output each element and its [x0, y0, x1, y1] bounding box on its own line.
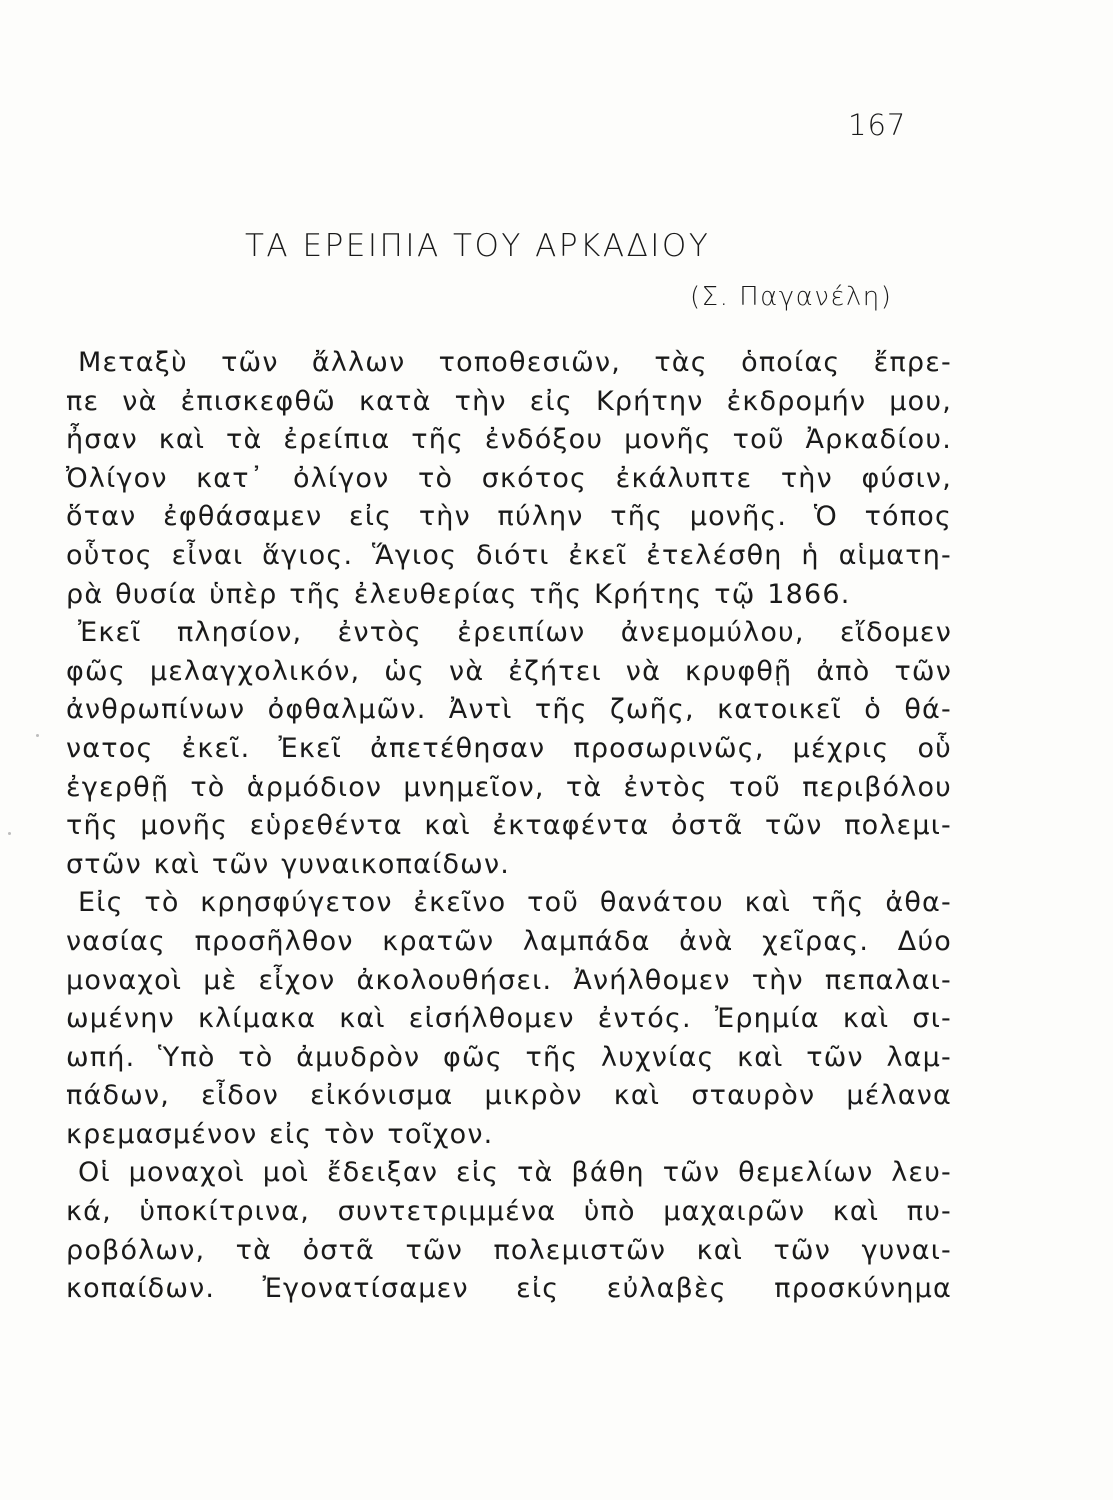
text-line: μοναχοὶ μὲ εἶχον ἀκολουθήσει. Ἀνήλθομεν τὴν πεπαλαι-: [66, 964, 952, 996]
text-line: ἐγερθῇ τὸ ἁρμόδιον μνημεῖον, τὰ ἐντὸς τοῦ περιβόλου: [66, 771, 952, 803]
text-line: κρεμασμένον εἰς τὸν τοῖχον.: [66, 1118, 494, 1150]
body-text: [66, 344, 952, 1309]
text-line: ωπή. Ὑπὸ τὸ ἀμυδρὸν φῶς τῆς λυχνίας καὶ τῶν λαμ-: [66, 1041, 952, 1073]
text-line: φῶς μελαγχολικόν, ὡς νὰ ἐζήτει νὰ κρυφθῇ ἀπὸ τῶν: [66, 655, 952, 687]
text-line: τῆς μονῆς εὑρεθέντα καὶ ἐκταφέντα ὀστᾶ τῶν πολεμι-: [66, 810, 952, 842]
scan-speck: [8, 832, 11, 835]
text-line: Ἐκεῖ πλησίον, ἐντὸς ἐρειπίων ἀνεμομύλου, εἴδομεν: [78, 617, 952, 649]
text-line: κοπαίδων. Ἐγονατίσαμεν εἰς εὐλαβὲς προσκύνημα: [66, 1273, 952, 1305]
text-line: ἦσαν καὶ τὰ ἐρείπια τῆς ἐνδόξου μονῆς τοῦ Ἀρκαδίου.: [66, 424, 952, 456]
scan-speck: [36, 734, 39, 737]
page-number: 167: [848, 108, 907, 142]
author-attribution: (Σ. Παγανέλη): [690, 282, 893, 312]
text-line: νασίας προσῆλθον κρατῶν λαμπάδα ἀνὰ χεῖρας. Δύο: [66, 925, 952, 957]
text-line: Οἱ μοναχοὶ μοὶ ἔδειξαν εἰς τὰ βάθη τῶν θεμελίων λευ-: [78, 1157, 952, 1189]
text-line: ρὰ θυσία ὑπὲρ τῆς ἐλευθερίας τῆς Κρήτης τῷ 1866.: [66, 578, 851, 610]
text-line: πάδων, εἶδον εἰκόνισμα μικρὸν καὶ σταυρὸν μέλανα: [66, 1080, 952, 1112]
text-line: ροβόλων, τὰ ὀστᾶ τῶν πολεμιστῶν καὶ τῶν γυναι-: [66, 1234, 952, 1266]
text-line: Μεταξὺ τῶν ἄλλων τοποθεσιῶν, τὰς ὁποίας ἔπρε-: [78, 347, 952, 378]
text-line: στῶν καὶ τῶν γυναικοπαίδων.: [66, 848, 511, 880]
chapter-title: ΤΑ ΕΡΕΙΠΙΑ ΤΟΥ ΑΡΚΑΔΙΟΥ: [245, 228, 711, 264]
text-line: ὅταν ἐφθάσαμεν εἰς τὴν πύλην τῆς μονῆς. Ὁ τόπος: [66, 501, 952, 533]
text-line: οὗτος εἶναι ἅγιος. Ἅγιος διότι ἐκεῖ ἐτελέσθη ἡ αἱματη-: [66, 539, 952, 571]
text-line: νατος ἐκεῖ. Ἐκεῖ ἀπετέθησαν προσωρινῶς, μέχρις οὗ: [66, 732, 952, 764]
text-line: Ὀλίγον κατ᾽ ὀλίγον τὸ σκότος ἐκάλυπτε τὴν φύσιν,: [66, 462, 952, 494]
text-line: ωμένην κλίμακα καὶ εἰσήλθομεν ἐντός. Ἐρημία καὶ σι-: [66, 1003, 952, 1035]
text-line: Εἰς τὸ κρησφύγετον ἐκεῖνο τοῦ θανάτου καὶ τῆς ἀθα-: [78, 887, 952, 919]
text-line: ἀνθρωπίνων ὀφθαλμῶν. Ἀντὶ τῆς ζωῆς, κατοικεῖ ὁ θά-: [66, 694, 952, 726]
text-line: κά, ὑποκίτρινα, συντετριμμένα ὑπὸ μαχαιρῶν καὶ πυ-: [66, 1196, 952, 1228]
text-line: πε νὰ ἐπισκεφθῶ κατὰ τὴν εἰς Κρήτην ἐκδρομήν μου,: [66, 385, 952, 417]
